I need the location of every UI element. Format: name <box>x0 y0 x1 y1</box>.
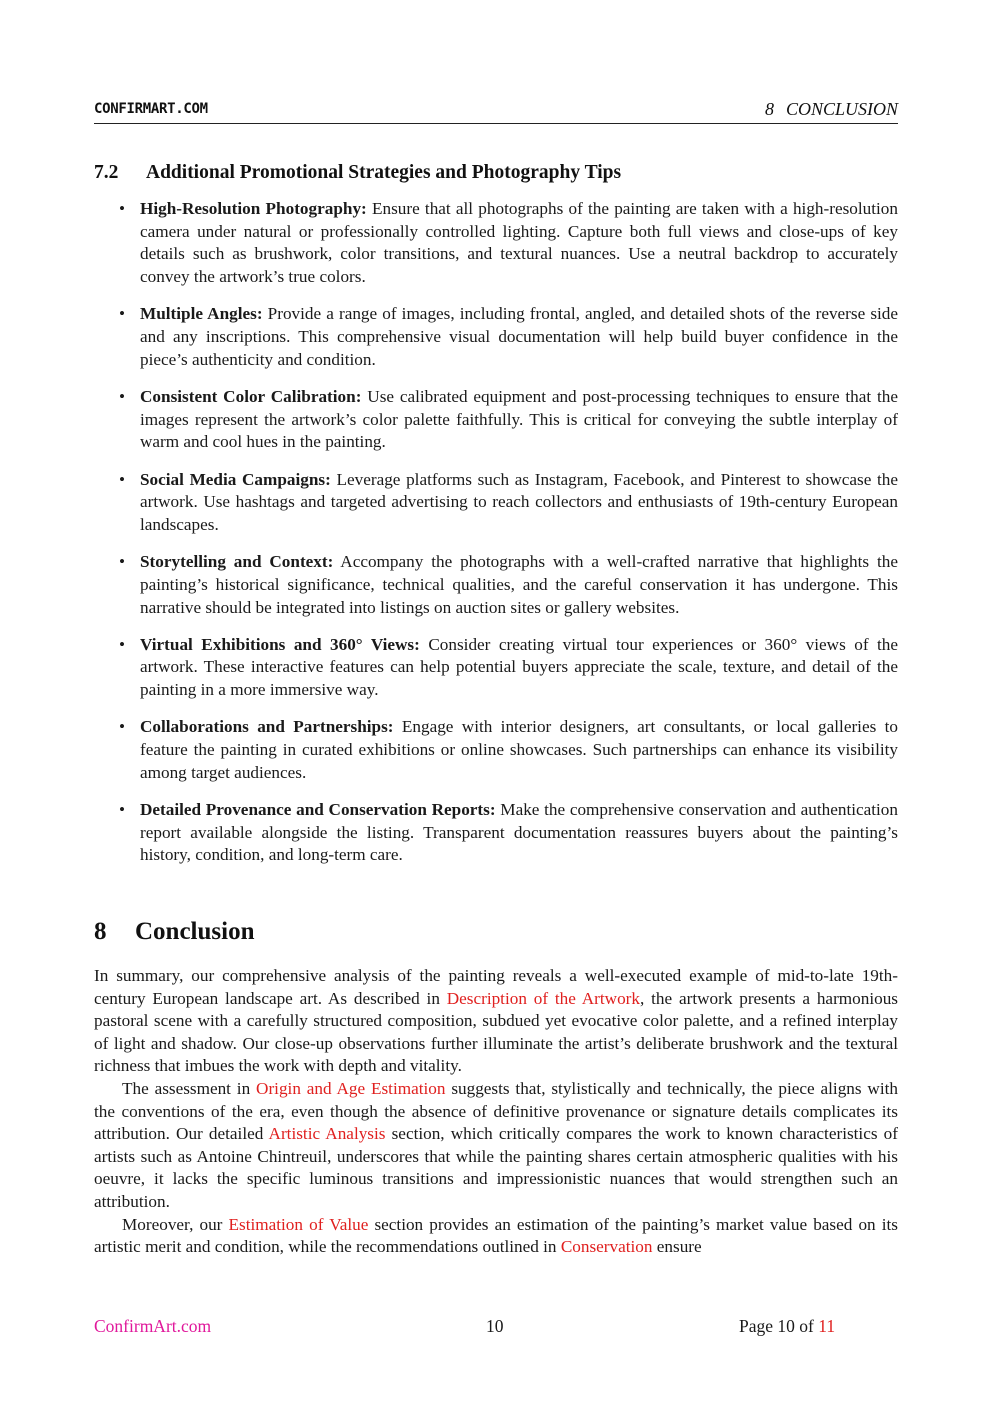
page-of-label: Page 10 of <box>739 1316 819 1336</box>
list-item <box>94 799 898 867</box>
paragraph-text: Moreover, our <box>122 1214 229 1234</box>
bullet-icon: • <box>119 469 126 489</box>
tip-term: Consistent Color Calibration: <box>140 386 362 406</box>
paragraph-text: In summary, our comprehensive analysis of the painting reveals a well-executed example of mid-to-late 19th-century European landscape art. As described in <box>94 966 898 1008</box>
page-footer <box>94 1316 898 1338</box>
tip-text: Consider creating virtual tour experiences or 360° views of the artwork. These interactive features can help potential buyers appreciate the scale, texture, and detail of the painting in a more immersive way. <box>140 634 899 700</box>
list-item <box>94 551 898 619</box>
paragraph-text: ensure <box>652 1237 702 1257</box>
tips-list <box>94 198 898 882</box>
subsection-number: 7.2 <box>94 162 119 183</box>
bullet-icon: • <box>119 386 126 406</box>
tip-text: Make the comprehensive conservation and authentication report available alongside the listing. Transparent documentation reassures buyers about the painting’s history, condition, and long-term care. <box>140 799 898 865</box>
list-item <box>94 303 898 371</box>
paragraph <box>94 965 898 1078</box>
section-number: 8 <box>94 918 107 945</box>
list-item <box>94 634 898 702</box>
tip-term: Virtual Exhibitions and 360° Views: <box>140 634 420 654</box>
footer-page-number: 10 <box>486 1316 504 1336</box>
paragraph-text: The assessment in <box>122 1078 257 1098</box>
tip-text: Use calibrated equipment and post-processing techniques to ensure that the images represent the artwork’s color palette faithfully. This is critical for conveying the subtle interplay of warm and cool hues in the painting. <box>140 386 899 452</box>
bullet-icon: • <box>119 304 126 324</box>
link-conservation[interactable]: Conservation <box>560 1237 653 1257</box>
bullet-icon: • <box>119 552 126 572</box>
tip-term: High-Resolution Photography: <box>140 199 367 218</box>
paragraph-text: suggests that, stylistically and technically, the piece aligns with the conventions of the era, even though the absence of definitive provenance or signature details complicates its attribution. Our detailed <box>94 1078 898 1144</box>
link-description-of-artwork[interactable]: Description of the Artwork <box>446 988 641 1008</box>
paragraph <box>94 1214 898 1259</box>
bullet-icon: • <box>119 717 126 737</box>
paragraph-text: , the artwork presents a harmonious pastoral scene with a carefully structured composition, subdued yet evocative color palette, and a refined interplay of light and shadow. Our close-up observations further illuminate the artist’s deliberate brushwork and the textural richness that imbues the work with depth and vitality. <box>94 988 898 1076</box>
subsection-heading <box>94 162 621 184</box>
paragraph-text: section, which critically compares the work to known characteristics of artists such as Antoine Chintreuil, underscores that while the painting shares certain atmospheric qualities with his oeuvre, it lacks the specific luminous transitions and impressionistic nuances that would strengthen such an attribution. <box>94 1124 898 1211</box>
tip-term: Social Media Campaigns: <box>140 469 331 489</box>
tip-text: Engage with interior designers, art consultants, or local galleries to feature the painting in curated exhibitions or online showcases. Such partnerships can enhance its visibility among target audiences. <box>140 717 898 782</box>
bullet-icon: • <box>119 799 126 819</box>
paragraph <box>94 1078 898 1214</box>
link-estimation-of-value[interactable]: Estimation of Value <box>228 1214 369 1234</box>
section-title: Conclusion <box>135 918 255 945</box>
footer-site-link[interactable]: ConfirmArt.com <box>94 1316 212 1336</box>
tip-term: Storytelling and Context: <box>140 552 334 572</box>
list-item <box>94 386 898 454</box>
section-heading <box>94 918 254 946</box>
subsection-title: Additional Promotional Strategies and Photography Tips <box>146 162 622 183</box>
site-logo[interactable]: CONFIRMART.COM <box>94 101 208 117</box>
tip-term: Detailed Provenance and Conservation Reports: <box>140 799 496 819</box>
link-artistic-analysis[interactable]: Artistic Analysis <box>268 1124 386 1144</box>
running-head-number: 8 <box>764 99 774 119</box>
paragraph-text: section provides an estimation of the painting’s market value based on its artistic merit and condition, while the recommendations outlined in <box>94 1214 898 1257</box>
running-head <box>765 99 898 120</box>
tip-text: Ensure that all photographs of the painting are taken with a high-resolution camera under natural or professionally controlled lighting. Capture both full views and close-ups of key details such as brushwork, color transitions, and textural nuances. Use a neutral backdrop to accurately convey the artwork’s true colors. <box>140 199 898 287</box>
conclusion-body <box>94 965 898 1259</box>
list-item <box>94 198 898 289</box>
bullet-icon: • <box>119 634 126 654</box>
footer-page-count <box>739 1316 835 1337</box>
tip-term: Collaborations and Partnerships: <box>140 717 394 737</box>
list-item <box>94 716 898 784</box>
tip-term: Multiple Angles: <box>140 304 263 324</box>
list-item <box>94 469 898 537</box>
total-pages-link[interactable]: 11 <box>818 1316 836 1336</box>
tip-text: Provide a range of images, including frontal, angled, and detailed shots of the reverse side and any inscriptions. This comprehensive visual documentation will help build buyer confidence in the piece’s authenticity and condition. <box>140 304 899 369</box>
link-origin-and-age-estimation[interactable]: Origin and Age Estimation <box>256 1078 446 1098</box>
running-head-title: CONCLUSION <box>785 99 898 119</box>
tip-text: Leverage platforms such as Instagram, Facebook, and Pinterest to showcase the artwork. Use hashtags and targeted advertising to reach collectors and enthusiasts of 19th-century European landscapes. <box>140 469 899 534</box>
bullet-icon: • <box>119 199 126 218</box>
page-header <box>94 99 898 124</box>
tip-text: Accompany the photographs with a well-crafted narrative that highlights the painting’s historical significance, technical qualities, and the careful conservation it has undergone. This narrative should be integrated into listings on auction sites or gallery websites. <box>140 552 898 617</box>
